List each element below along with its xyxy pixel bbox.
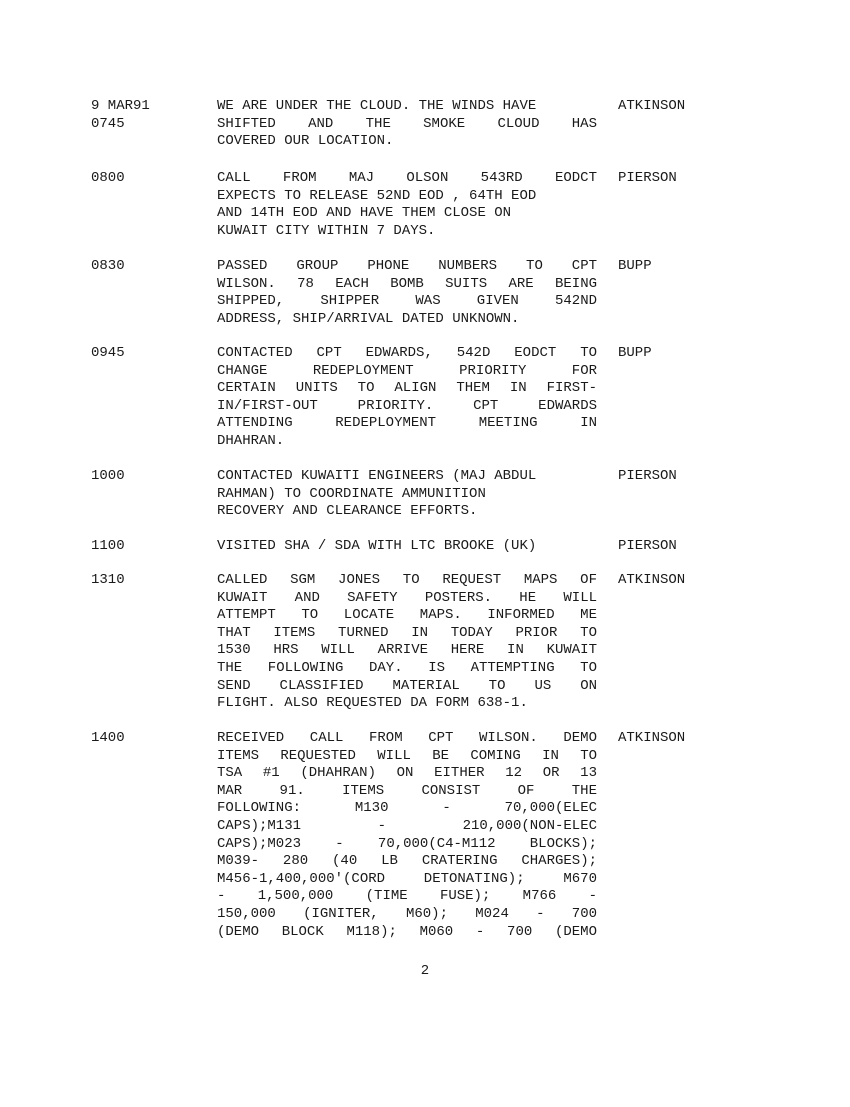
entry-time xyxy=(91,730,201,748)
entry-line: WILSON. 78 EACH BOMB SUITS ARE BEING xyxy=(217,275,597,292)
page-number: 2 xyxy=(420,963,430,979)
entry-text xyxy=(217,538,597,556)
entry-time xyxy=(91,258,201,276)
entry-line: RECOVERY AND CLEARANCE EFFORTS. xyxy=(217,503,478,520)
entry-line: M039- 280 (40 LB CRATERING CHARGES); xyxy=(217,853,597,870)
entry-line: ATTENDING REDEPLOYMENT MEETING IN xyxy=(217,415,597,432)
entry-line: DHAHRAN. xyxy=(217,432,285,449)
entry-date: 9 MAR91 xyxy=(91,98,150,114)
entry-line: WE ARE UNDER THE CLOUD. THE WINDS HAVE xyxy=(217,98,537,114)
entry-line: IN/FIRST-OUT PRIORITY. CPT EDWARDS xyxy=(217,397,597,414)
entry-line: FOLLOWING: M130 - 70,000(ELEC xyxy=(217,800,597,817)
entry-time-value: 0945 xyxy=(91,345,125,361)
entry-line: VISITED SHA / SDA WITH LTC BROOKE (UK) xyxy=(217,538,537,554)
entry-line: CALLED SGM JONES TO REQUEST MAPS OF xyxy=(217,572,597,588)
entry-line: THAT ITEMS TURNED IN TODAY PRIOR TO xyxy=(217,624,597,641)
entry-time-value: 0830 xyxy=(91,258,125,274)
entry-text xyxy=(217,468,597,521)
entry-line: CAPS);M023 - 70,000(C4-M112 BLOCKS); xyxy=(217,835,597,852)
entry-line: CONTACTED KUWAITI ENGINEERS (MAJ ABDUL xyxy=(217,468,537,484)
entry-time-value: 0745 xyxy=(91,115,125,132)
entry-time-value: 1310 xyxy=(91,572,125,588)
entry-line: EXPECTS TO RELEASE 52ND EOD , 64TH EOD xyxy=(217,187,537,204)
entry-author: PIERSON xyxy=(618,170,677,186)
entry-time xyxy=(91,538,201,556)
entry-line: MAR 91. ITEMS CONSIST OF THE xyxy=(217,782,597,799)
entry-time-value: 1100 xyxy=(91,538,125,554)
entry-line: PASSED GROUP PHONE NUMBERS TO CPT xyxy=(217,258,597,274)
entry-line: SEND CLASSIFIED MATERIAL TO US ON xyxy=(217,677,597,694)
entry-line: M456-1,400,000'(CORD DETONATING); M670 xyxy=(217,870,597,887)
entry-time xyxy=(91,572,201,590)
entry-line: COVERED OUR LOCATION. xyxy=(217,133,394,150)
entry-line: CHANGE REDEPLOYMENT PRIORITY FOR xyxy=(217,362,597,379)
entry-author: PIERSON xyxy=(618,538,677,554)
entry-text xyxy=(217,98,597,151)
entry-line: CONTACTED CPT EDWARDS, 542D EODCT TO xyxy=(217,345,597,361)
entry-line: SHIPPED, SHIPPER WAS GIVEN 542ND xyxy=(217,293,597,310)
entry-text xyxy=(217,258,597,328)
entry-line: THE FOLLOWING DAY. IS ATTEMPTING TO xyxy=(217,659,597,676)
entry-line: SHIFTED AND THE SMOKE CLOUD HAS xyxy=(217,115,597,132)
entry-text xyxy=(217,345,597,451)
entry-author: ATKINSON xyxy=(618,98,686,114)
entry-time xyxy=(91,98,201,133)
entry-line: CAPS);M131 - 210,000(NON-ELEC xyxy=(217,817,597,834)
entry-line: RECEIVED CALL FROM CPT WILSON. DEMO xyxy=(217,730,597,746)
entry-line: (DEMO BLOCK M118); M060 - 700 (DEMO xyxy=(217,923,597,940)
entry-author: PIERSON xyxy=(618,468,677,484)
entry-line: TSA #1 (DHAHRAN) ON EITHER 12 OR 13 xyxy=(217,765,597,782)
entry-text xyxy=(217,170,597,240)
entry-line: 1530 HRS WILL ARRIVE HERE IN KUWAIT xyxy=(217,642,597,659)
entry-line: KUWAIT AND SAFETY POSTERS. HE WILL xyxy=(217,589,597,606)
entry-line: CALL FROM MAJ OLSON 543RD EODCT xyxy=(217,170,597,186)
entry-line: FLIGHT. ALSO REQUESTED DA FORM 638-1. xyxy=(217,695,528,712)
entry-author: ATKINSON xyxy=(618,572,686,588)
entry-line: RAHMAN) TO COORDINATE AMMUNITION xyxy=(217,485,486,502)
entry-author: ATKINSON xyxy=(618,730,686,746)
entry-text xyxy=(217,572,597,713)
entry-line: ITEMS REQUESTED WILL BE COMING IN TO xyxy=(217,747,597,764)
entry-author: BUPP xyxy=(618,345,652,361)
entry-time-value: 1400 xyxy=(91,730,125,746)
entry-line: CERTAIN UNITS TO ALIGN THEM IN FIRST- xyxy=(217,380,597,397)
entry-time xyxy=(91,345,201,363)
entry-time xyxy=(91,468,201,486)
entry-time-value: 1000 xyxy=(91,468,125,484)
entry-text xyxy=(217,730,597,941)
entry-time xyxy=(91,170,201,188)
entry-line: KUWAIT CITY WITHIN 7 DAYS. xyxy=(217,222,436,239)
entry-line: AND 14TH EOD AND HAVE THEM CLOSE ON xyxy=(217,205,512,222)
entry-author: BUPP xyxy=(618,258,652,274)
entry-line: ATTEMPT TO LOCATE MAPS. INFORMED ME xyxy=(217,607,597,624)
entry-line: ADDRESS, SHIP/ARRIVAL DATED UNKNOWN. xyxy=(217,310,520,327)
entry-time-value: 0800 xyxy=(91,170,125,186)
entry-line: 150,000 (IGNITER, M60); M024 - 700 xyxy=(217,905,597,922)
entry-line: - 1,500,000 (TIME FUSE); M766 - xyxy=(217,888,597,905)
